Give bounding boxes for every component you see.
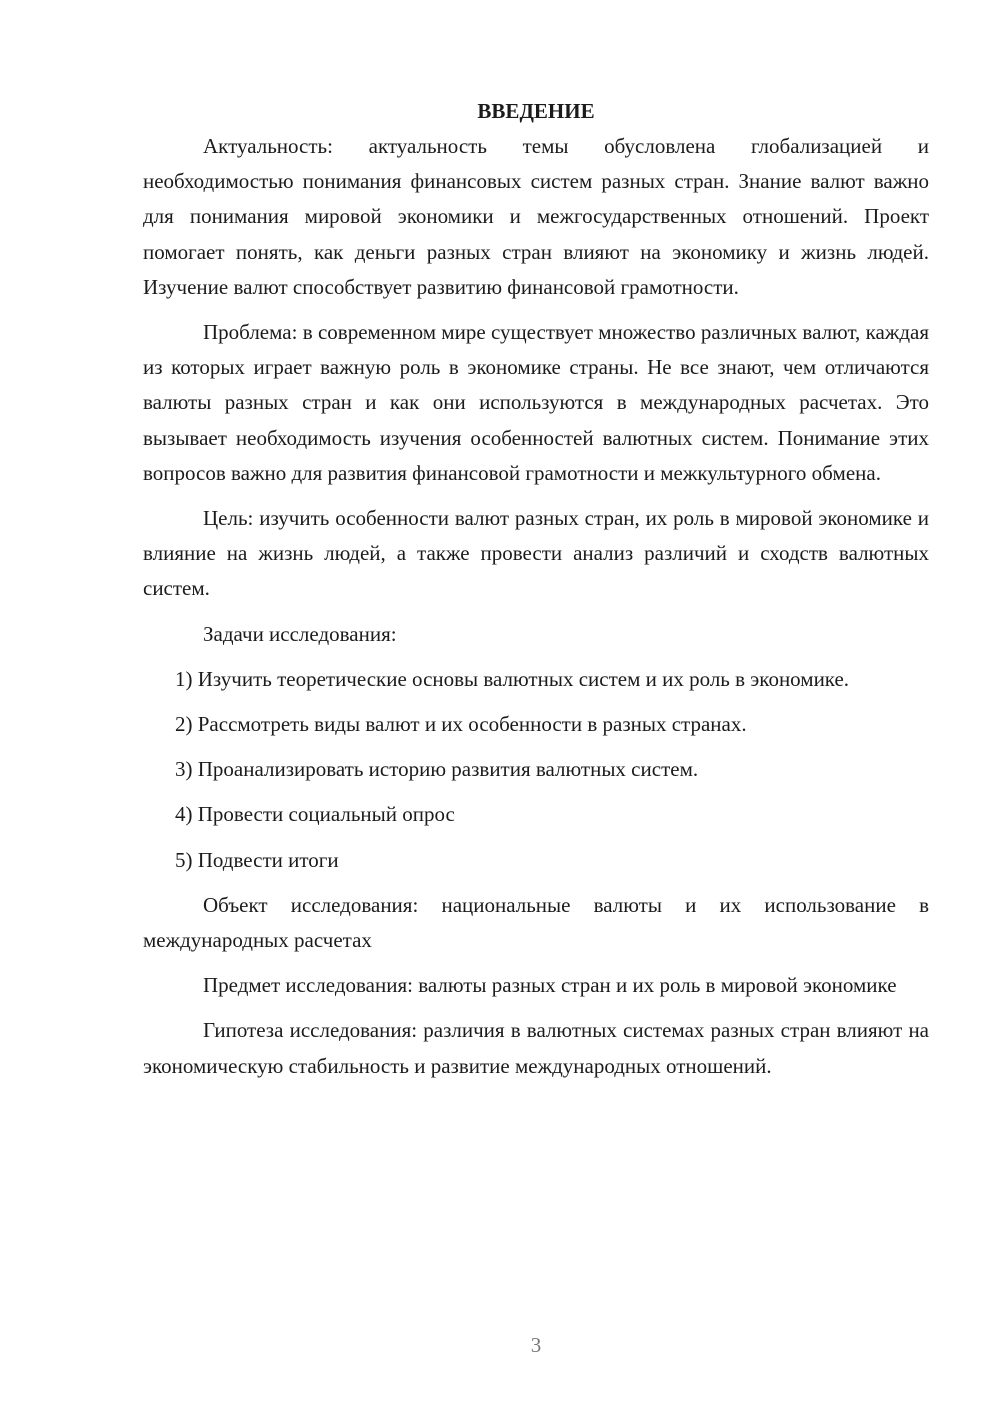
- paragraph-relevance: Актуальность: актуальность темы обусловлена глобализацией и необходимостью понимания финансовых систем разных стран. Знание валют важно для понимания мировой экономики и межгосударственных отношений. Проект помогает понять, как деньги разных стран влияют на экономику и жизнь людей. Изучение валют способствует развитию финансовой грамотности.: [143, 134, 929, 299]
- page-number: 3: [530, 1333, 542, 1357]
- document-body: [143, 94, 929, 1094]
- task-item: 5) Подвести итоги: [175, 847, 339, 872]
- paragraph-hypothesis: Гипотеза исследования: различия в валютных системах разных стран влияют на экономическую стабильность и развитие международных отношений.: [143, 1018, 929, 1078]
- task-item: 2) Рассмотреть виды валют и их особенности в разных странах.: [175, 712, 747, 737]
- page-title: ВВЕДЕНИЕ: [477, 99, 595, 123]
- task-item: 1) Изучить теоретические основы валютных систем и их роль в экономике.: [175, 666, 850, 691]
- paragraph-goal: Цель: изучить особенности валют разных стран, их роль в мировой экономике и влияние на жизнь людей, а также провести анализ различий и сходств валютных систем.: [143, 506, 929, 601]
- paragraph-subject: Предмет исследования: валюты разных стран и их роль в мировой экономике: [203, 973, 897, 998]
- task-item: 4) Провести социальный опрос: [175, 802, 455, 827]
- task-item: 3) Проанализировать историю развития валютных систем.: [175, 757, 699, 782]
- paragraph-problem: Проблема: в современном мире существует множество различных валют, каждая из которых играет важную роль в экономике страны. Не все знают, чем отличаются валюты разных стран и как они используются в международных расчетах. Это вызывает необходимость изучения особенностей валютных систем. Понимание этих вопросов важно для развития финансовой грамотности и межкультурного обмена.: [143, 320, 929, 485]
- tasks-heading: Задачи исследования:: [203, 621, 397, 646]
- paragraph-object: Объект исследования: национальные валюты и их использование в международных расчетах: [143, 892, 929, 953]
